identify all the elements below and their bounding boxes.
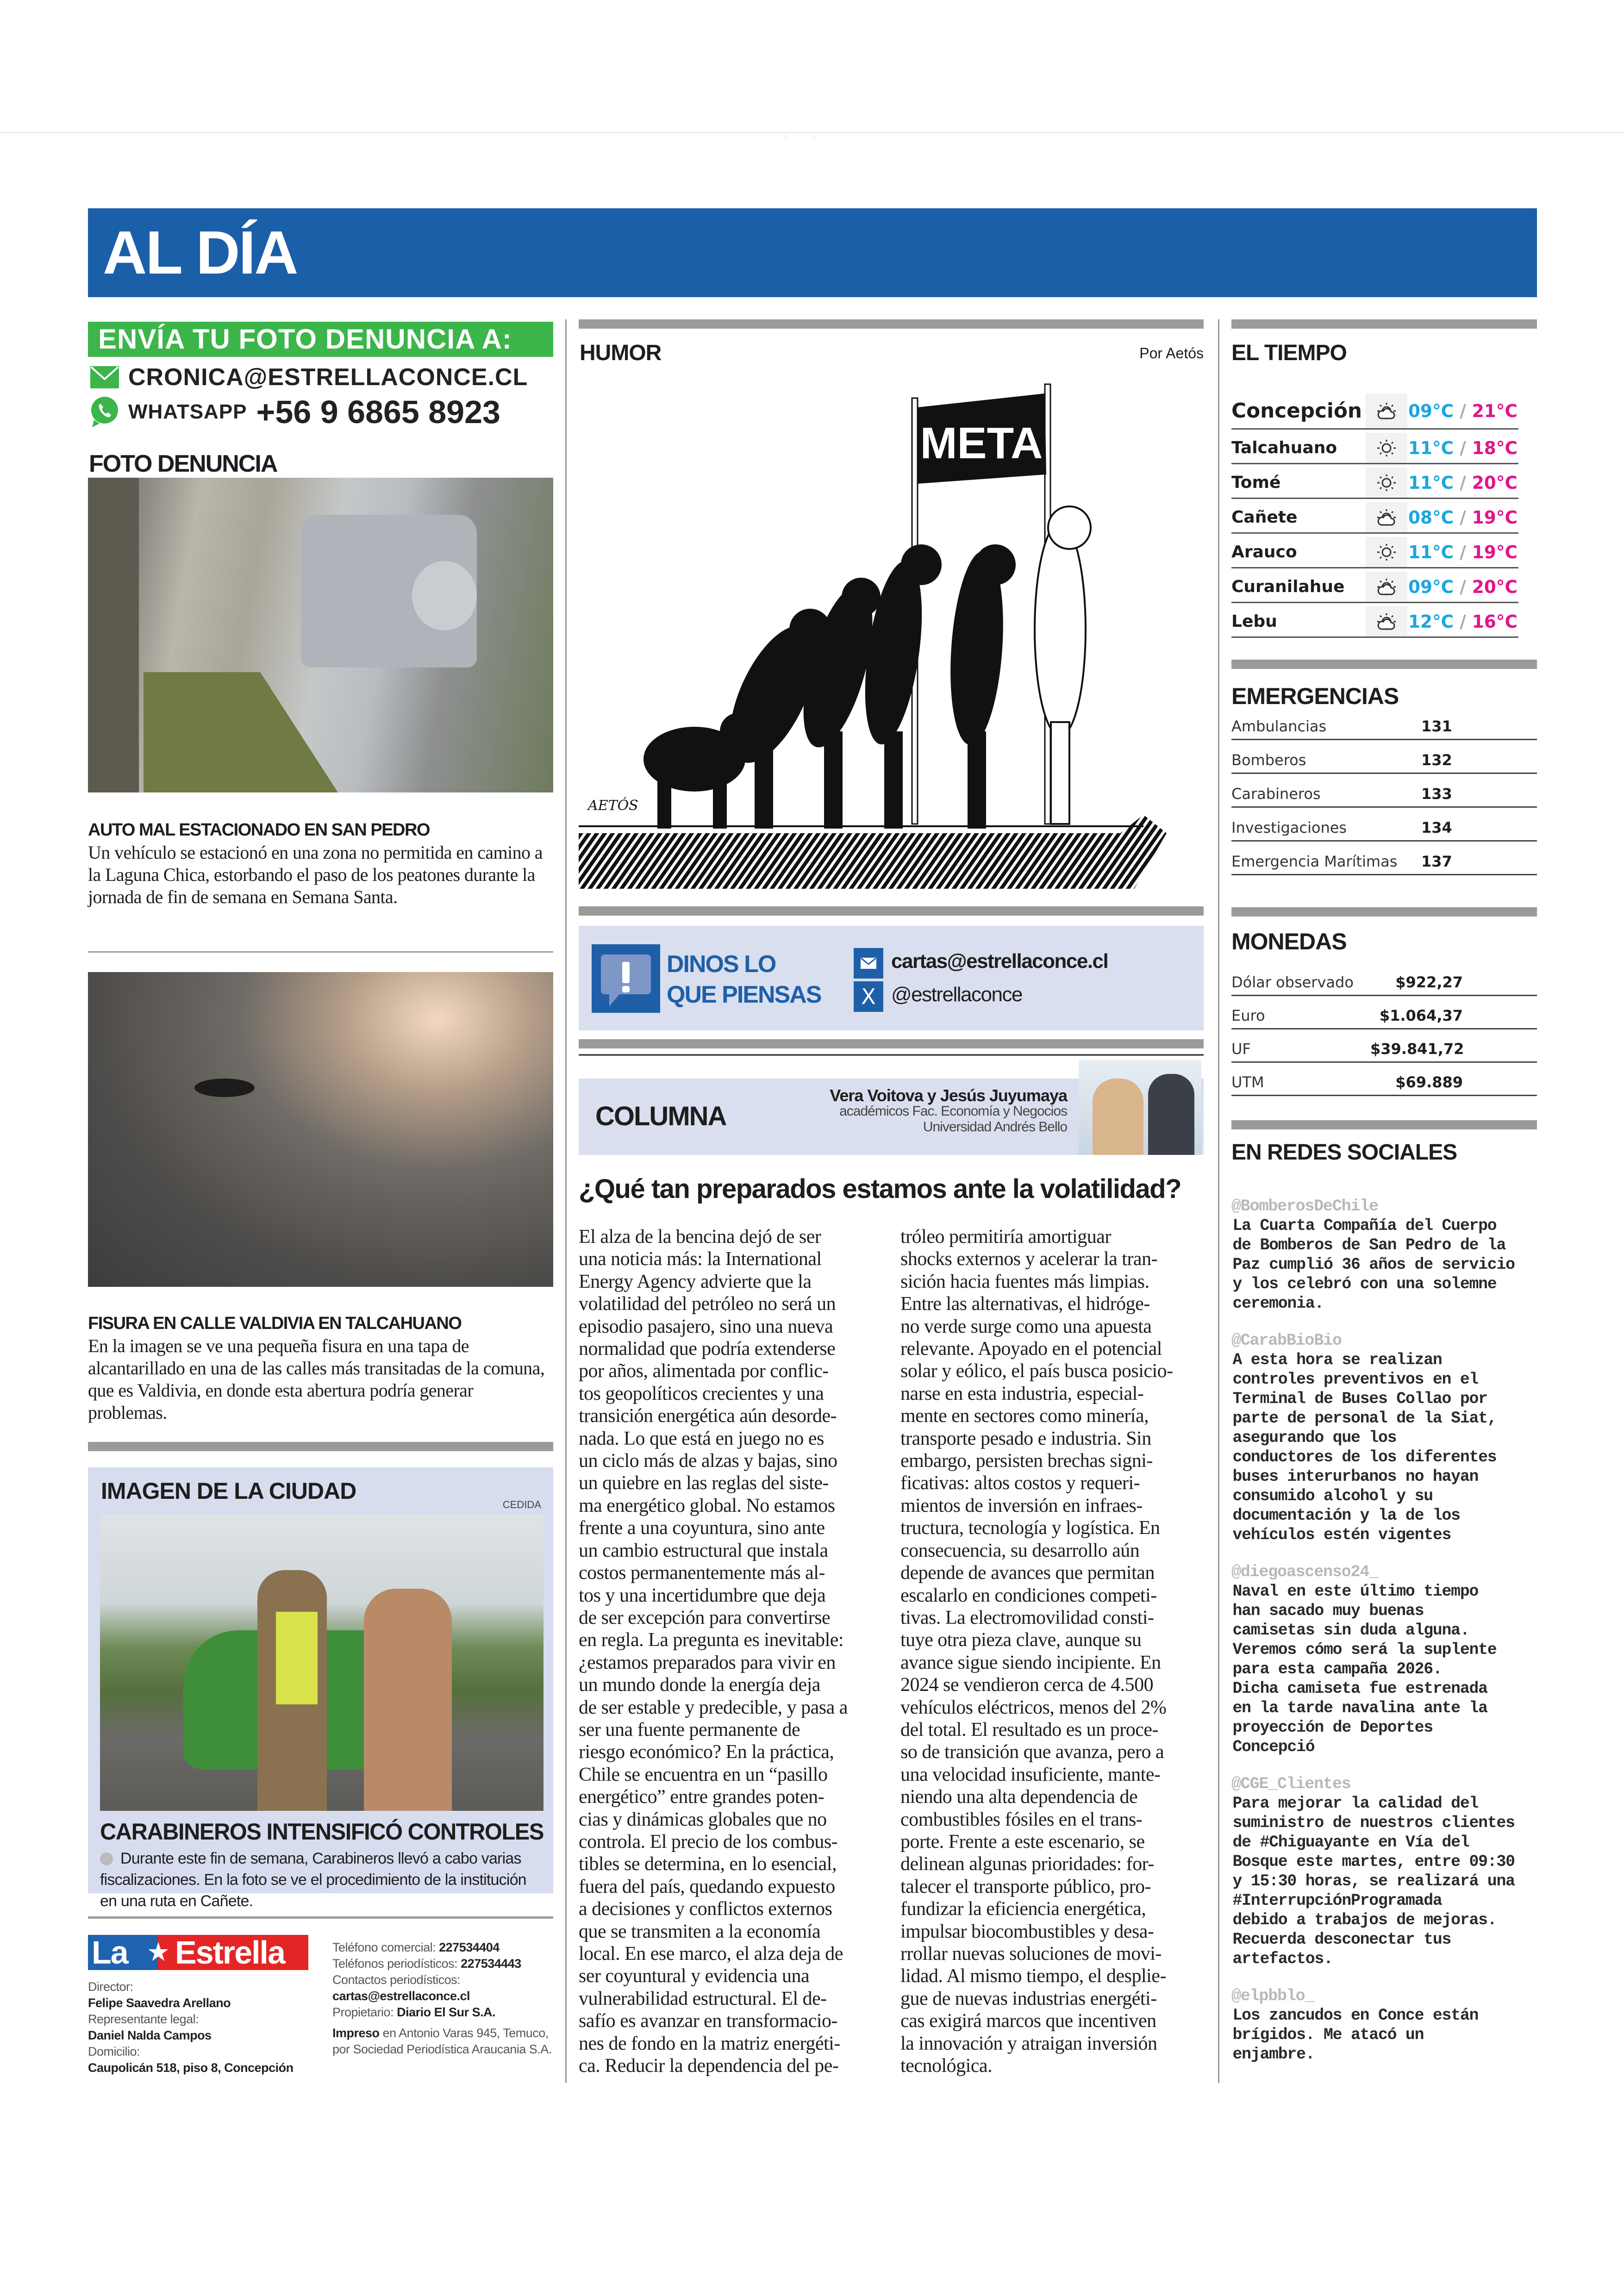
social-post-line: controles preventivos en el	[1232, 1370, 1479, 1389]
social-post-line: Los zancudos en Conce están	[1232, 2006, 1479, 2025]
article-line: de ser excepción para convertirse	[579, 1607, 831, 1628]
photo-spare-tire	[412, 561, 477, 630]
humor-title: HUMOR	[580, 341, 662, 365]
mail-icon	[854, 948, 883, 979]
article-line: narse en esta industria, especial-	[900, 1383, 1144, 1404]
temp-max: 19°C	[1472, 507, 1518, 528]
article-line: fuera del país, quedando expuesto	[579, 1876, 835, 1897]
article-line: a decisiones y conflictos externos	[579, 1898, 832, 1920]
article-line: depende de avances que permitan	[900, 1562, 1155, 1584]
article-line: transición energética aún desorde-	[579, 1405, 837, 1427]
section-bar	[1231, 319, 1537, 329]
temp-max: 20°C	[1472, 576, 1518, 597]
emergency-name: Ambulancias	[1231, 717, 1327, 735]
sun-icon	[1366, 537, 1407, 567]
weather-row	[1231, 572, 1518, 603]
section-bar	[1231, 1120, 1537, 1129]
social-post-line: y los celebró con una solemne	[1232, 1275, 1497, 1293]
article-line: Chile se encuentra en un “pasillo	[579, 1764, 828, 1785]
article-line: ser coyuntural y evidencia una	[579, 1965, 810, 1987]
emergency-name: Bomberos	[1231, 751, 1306, 769]
article-line: sición hacia fuentes más limpias.	[900, 1271, 1149, 1292]
social-post-line: asegurando que los	[1232, 1428, 1397, 1447]
article-headline: ¿Qué tan preparados estamos ante la volatilidad?	[579, 1174, 1181, 1204]
social-post-line: buses interurbanos no hayan	[1232, 1467, 1479, 1486]
social-post-line: Terminal de Buses Collao por	[1232, 1390, 1487, 1408]
article-line: la innovación y atraigan inversión	[900, 2033, 1157, 2054]
caption-body: En la imagen se ve una pequeña fisura en una tapa de alcantarillado en una de las calles más transitadas de la comuna, que es Valdivia, en donde esta abertura podría generar problemas.	[88, 1335, 545, 1423]
section-bar	[579, 1039, 1204, 1048]
temp-min: 12°C	[1408, 611, 1454, 632]
dinos-title: DINOS LO QUE PIENSAS	[667, 951, 821, 1008]
dinos-lo-que-piensas-box	[579, 926, 1204, 1030]
social-post-line: suministro de nuestros clientes	[1232, 1814, 1515, 1832]
article-line: tibles se determina, en lo esencial,	[579, 1853, 837, 1875]
currency-value: $39.841,72	[1370, 1040, 1464, 1058]
emergencies-title: EMERGENCIAS	[1231, 683, 1399, 709]
currency-row	[1231, 1063, 1537, 1096]
article-line: delinean algunas prioridades: for-	[900, 1853, 1154, 1875]
article-line: impulsar biocombustibles y desa-	[900, 1921, 1154, 1942]
article-line: un ciclo más de alzas y bajas, sino	[579, 1450, 837, 1472]
report-whatsapp[interactable]: WHATSAPP +56 9 6865 8923	[90, 393, 500, 430]
social-post-line: Bosque este martes, entre 09:30	[1232, 1852, 1515, 1871]
photo-parked-car	[88, 478, 553, 792]
social-post-line: para esta campaña 2026.	[1232, 1660, 1442, 1678]
article-line: 2024 se vendieron cerca de 4.500	[900, 1674, 1154, 1696]
social-post-line: Veremos cómo será la suplente	[1232, 1640, 1497, 1659]
section-title: AL DÍA	[103, 218, 297, 287]
social-post-line: proyección de Deportes	[1232, 1718, 1433, 1737]
article-line: combustibles fósiles en el trans-	[900, 1809, 1143, 1830]
article-line: tructura, tecnología y logística. En	[900, 1517, 1160, 1539]
article-line: cas exigirá marcos que incentiven	[900, 2010, 1156, 2032]
temp-max: 21°C	[1472, 400, 1518, 421]
temp-min: 11°C	[1408, 472, 1454, 493]
social-post-line: parte de personal de la Siat,	[1232, 1409, 1497, 1428]
weather-title: EL TIEMPO	[1231, 341, 1347, 365]
social-post-line: consumido alcohol y su	[1232, 1487, 1433, 1505]
article-line: ser una fuente permanente de	[579, 1719, 800, 1740]
emergency-number: 137	[1421, 853, 1452, 870]
article-column-1	[579, 1226, 884, 2077]
photo-grass	[144, 672, 338, 792]
currency-name: Euro	[1231, 1007, 1265, 1024]
dinos-email-link[interactable]: cartas@estrellaconce.cl	[891, 950, 1108, 973]
temp-min: 09°C	[1408, 400, 1454, 421]
article-line: lidad. Al mismo tiempo, el desplie-	[900, 1965, 1166, 1987]
weather-city: Tomé	[1231, 473, 1281, 492]
article-line: tróleo permitiría amortiguar	[900, 1226, 1111, 1247]
temp-min: 09°C	[1408, 576, 1454, 597]
social-handle[interactable]: @diegoascenso24_	[1231, 1563, 1378, 1581]
section-header	[88, 208, 1537, 297]
article-line: cias y dinámicas globales que no	[579, 1809, 827, 1830]
photo-pole	[88, 478, 139, 792]
social-post-line: y 15:30 horas, se realizará una	[1232, 1872, 1515, 1890]
article-line: tos y una incertidumbre que deja	[579, 1584, 826, 1606]
temp-max: 18°C	[1472, 437, 1518, 458]
article-line: solar y eólico, el país busca posicio-	[900, 1360, 1173, 1382]
temp-min: 11°C	[1408, 542, 1454, 562]
currency-name: UF	[1231, 1040, 1251, 1058]
social-handle[interactable]: @elpbblo_	[1231, 1987, 1314, 2005]
emergency-name: Emergencia Marítimas	[1231, 853, 1398, 870]
article-line: nada. Lo que está en juego no es	[579, 1428, 824, 1449]
social-post-line: conductores de los diferentes	[1232, 1448, 1497, 1466]
section-bar	[88, 1442, 553, 1451]
article-line: porte. Frente a este escenario, se	[900, 1831, 1145, 1852]
emergency-number: 133	[1421, 785, 1452, 803]
social-post-line: Paz cumplió 36 años de servicio	[1232, 1255, 1515, 1274]
partly-cloudy-icon	[1366, 606, 1407, 636]
caption-title: AUTO MAL ESTACIONADO EN SAN PEDRO	[88, 820, 430, 840]
temp-min: 08°C	[1408, 507, 1454, 528]
currency-row	[1231, 996, 1537, 1029]
social-post-line: en la tarde navalina ante la	[1232, 1699, 1487, 1717]
currency-row	[1231, 963, 1537, 996]
social-post-line: brígidos. Me atacó un	[1232, 2026, 1424, 2044]
emergency-name: Carabineros	[1231, 785, 1321, 803]
column-divider	[1218, 319, 1219, 2083]
article-line: del total. El resultado es un proce-	[900, 1719, 1158, 1740]
city-image-title: IMAGEN DE LA CIUDAD	[101, 1478, 356, 1504]
social-post-line: La Cuarta Compañía del Cuerpo	[1232, 1216, 1497, 1235]
photo-vest	[276, 1612, 318, 1704]
social-post-line: enjambre.	[1232, 2045, 1315, 2064]
article-line: vulnerabilidad estructural. El de-	[579, 1988, 827, 2009]
caption-title: FISURA EN CALLE VALDIVIA EN TALCAHUANO	[88, 1314, 462, 1333]
article-line: mente en sectores como minería,	[900, 1405, 1149, 1427]
masthead-left: Director: Felipe Saavedra Arellano Representante legal: Daniel Nalda Campos Domicilio: Caupolicán 518, piso 8, Concepción	[88, 1980, 294, 2075]
article-line: un cambio estructural que instala	[579, 1540, 828, 1561]
currency-row	[1231, 1029, 1537, 1063]
article-line: tivas. La electromovilidad consti-	[900, 1607, 1154, 1628]
city-image-headline: CARABINEROS INTENSIFICÓ CONTROLES	[100, 1819, 543, 1845]
article-line: controla. El precio de los combus-	[579, 1831, 838, 1852]
article-line: rrollar nuevas soluciones de movi-	[900, 1943, 1162, 1964]
article-line: consecuencia, su desarrollo aún	[900, 1540, 1140, 1561]
article-line: gue de nuevas industrias energéti-	[900, 1988, 1157, 2009]
social-post-line: vehículos estén vigentes	[1232, 1526, 1451, 1544]
weather-city: Curanilahue	[1231, 577, 1345, 596]
author-photo-woman	[1093, 1079, 1143, 1155]
social-post-line: Naval en este último tiempo	[1232, 1582, 1479, 1601]
article-line: tecnológica.	[900, 2055, 993, 2077]
social-handle[interactable]: @CarabBioBio	[1231, 1331, 1342, 1350]
bullet-dot-icon	[100, 1852, 113, 1865]
emergency-row	[1231, 774, 1537, 808]
article-line: ficativas: altos costos y requeri-	[900, 1472, 1140, 1494]
emergency-row	[1231, 808, 1537, 842]
social-post-line: de Bomberos de San Pedro de la	[1232, 1236, 1506, 1254]
article-line: nes de fondo en la matriz energéti-	[579, 2033, 840, 2054]
temp-max: 20°C	[1472, 472, 1518, 493]
article-line: niendo una alta dependencia de	[900, 1786, 1138, 1808]
social-title: EN REDES SOCIALES	[1231, 1140, 1457, 1165]
weather-row	[1231, 606, 1518, 638]
contact-email-link[interactable]: cartas@estrellaconce.cl	[332, 1989, 470, 2003]
article-line: avance sigue siendo incipiente. En	[900, 1652, 1161, 1673]
emergency-row	[1231, 842, 1537, 875]
weather-row	[1231, 537, 1518, 568]
temp-separator: /	[1460, 576, 1466, 597]
social-handle[interactable]: @CGE_Clientes	[1231, 1775, 1351, 1793]
article-line: transporte pesado e industria. Sin	[900, 1428, 1151, 1449]
article-line: relevante. Apoyado en el potencial	[900, 1338, 1162, 1360]
currency-value: $69.889	[1395, 1073, 1463, 1091]
article-column-2	[900, 1226, 1206, 2077]
article-line: Energy Agency advierte que la	[579, 1271, 812, 1292]
caption-body: Un vehículo se estacionó en una zona no permitida en camino a la Laguna Chica, estorbando el paso de los peatones durante la jornada de fin de semana en Semana Santa.	[88, 842, 543, 907]
emergency-row	[1231, 707, 1537, 740]
social-post-line: han sacado muy buenas	[1232, 1602, 1424, 1620]
photo-man	[364, 1589, 452, 1811]
social-post-line: Recuerda desconectar tus	[1232, 1930, 1451, 1949]
author-photo	[1079, 1060, 1201, 1155]
article-line: frente a una coyuntura, sino ante	[579, 1517, 825, 1539]
article-line: episodio pasajero, sino una nueva	[579, 1316, 833, 1337]
social-post-line: camisetas sin duda alguna.	[1232, 1621, 1469, 1640]
weather-city: Cañete	[1231, 508, 1298, 527]
article-line: riesgo económico? En la práctica,	[579, 1741, 834, 1763]
article-line: que se transmiten a la economía	[579, 1921, 821, 1942]
weather-city: Concepción	[1231, 399, 1362, 423]
temp-separator: /	[1460, 400, 1466, 421]
divider	[88, 951, 553, 953]
social-handle[interactable]: @BomberosDeChile	[1231, 1197, 1378, 1216]
section-bar	[579, 319, 1204, 329]
currencies-title: MONEDAS	[1231, 929, 1347, 954]
author-photo-man	[1148, 1074, 1194, 1155]
article-line: volatilidad del petróleo no será un	[579, 1293, 836, 1315]
temp-separator: /	[1460, 437, 1466, 458]
emergency-number: 132	[1421, 751, 1452, 769]
article-line: ¿estamos preparados para vivir en	[579, 1652, 836, 1673]
column-divider	[565, 319, 567, 2083]
photo-police-check	[100, 1515, 543, 1811]
article-line: no verde surge como una apuesta	[900, 1316, 1152, 1337]
section-bar	[1231, 660, 1537, 669]
social-post-line: documentación y la de los	[1232, 1506, 1460, 1525]
star-icon: ★	[144, 1935, 172, 1970]
partly-cloudy-icon	[1366, 502, 1407, 532]
weather-row	[1231, 433, 1518, 464]
column-label: COLUMNA	[595, 1101, 726, 1131]
social-post-line: Dicha camiseta fue estrenada	[1232, 1679, 1487, 1698]
human-figure	[1035, 506, 1091, 824]
article-line: embargo, persisten brechas signi-	[900, 1450, 1153, 1472]
temp-separator: /	[1460, 611, 1466, 632]
article-line: ma energético global. No estamos	[579, 1495, 835, 1516]
social-posts	[1231, 1197, 1537, 2064]
city-image-body: Durante este fin de semana, Carabineros llevó a cabo varias fiscalizaciones. En la foto se ve el procedimiento de la institución en una ruta en Cañete.	[100, 1850, 526, 1910]
article-line: talecer el transporte público, pro-	[900, 1876, 1151, 1897]
article-line: so de transición que avanza, pero a	[900, 1741, 1164, 1763]
social-post-line: de #Chiguayante en Vía del	[1232, 1833, 1469, 1852]
article-line: una noticia más: la International	[579, 1248, 822, 1270]
temp-max: 16°C	[1472, 611, 1518, 632]
evolution-cartoon	[579, 370, 1204, 889]
temp-max: 19°C	[1472, 542, 1518, 562]
social-post-line: Para mejorar la calidad del	[1232, 1794, 1479, 1813]
article-line: safío es avanzar en transformacio-	[579, 2010, 838, 2032]
article-line: fundizar la eficiencia energética,	[900, 1898, 1146, 1920]
article-line: una velocidad insuficiente, mante-	[900, 1764, 1161, 1785]
emergency-number: 134	[1421, 819, 1452, 836]
photo-manhole	[88, 972, 553, 1287]
foto-denuncia-title: FOTO DENUNCIA	[89, 450, 277, 477]
humor-author: Por Aetós	[1139, 345, 1204, 362]
article-line: ca. Reducir la dependencia del pe-	[579, 2055, 839, 2077]
social-post-line: #InterrupciónProgramada	[1232, 1891, 1442, 1910]
meta-banner-text: META	[920, 418, 1043, 468]
article-line: energético” entre grandes poten-	[579, 1786, 824, 1808]
article-line: shocks externos y acelerar la tran-	[900, 1248, 1158, 1270]
partly-cloudy-icon	[1366, 572, 1407, 602]
whatsapp-icon	[90, 396, 119, 428]
partly-cloudy-icon	[1366, 393, 1407, 428]
masthead-right: Teléfono comercial: 227534404 Teléfonos periodísticos: 227534443 Contactos periodísticos: cartas@estrellaconce.cl Propietario: Diario El Sur S.A. Impreso en Antonio Varas 945, Temuco, por Sociedad Periodística Araucania S.A.	[332, 1940, 552, 2056]
emergency-name: Investigaciones	[1231, 819, 1347, 836]
article-line: escalarlo en condiciones competi-	[900, 1584, 1157, 1606]
article-line: El alza de la bencina dejó de ser	[579, 1226, 821, 1247]
social-post-line: debido a trabajos de mejoras.	[1232, 1911, 1497, 1929]
section-bar	[579, 906, 1204, 916]
currency-value: $922,27	[1395, 973, 1463, 991]
social-post-line: A esta hora se realizan	[1232, 1351, 1442, 1369]
sun-icon	[1366, 433, 1407, 463]
article-line: costos permanentemente más al-	[579, 1562, 825, 1584]
weather-row	[1231, 393, 1518, 430]
city-image-box	[88, 1467, 553, 1910]
sun-icon	[1366, 468, 1407, 498]
photo-credit: CEDIDA	[502, 1499, 541, 1510]
page-nav-dots[interactable]: ◦◦	[782, 130, 836, 146]
article-line: por años, alimentada por conflic-	[579, 1360, 829, 1382]
speech-bubble-alert-icon	[592, 944, 660, 1013]
hominid-figures	[643, 544, 1016, 829]
social-post-line: ceremonia.	[1232, 1294, 1324, 1313]
article-line: en regla. La pregunta es inevitable:	[579, 1629, 844, 1651]
weather-city: Arauco	[1231, 543, 1297, 561]
section-bar	[1231, 907, 1537, 917]
emergency-number: 131	[1421, 717, 1452, 735]
divider	[579, 1054, 1204, 1056]
photo-report-banner: ENVÍA TU FOTO DENUNCIA A:	[88, 322, 553, 357]
temp-separator: /	[1460, 472, 1466, 493]
report-email[interactable]: CRONICA@ESTRELLACONCE.CL	[90, 363, 528, 391]
currency-name: Dólar observado	[1231, 973, 1354, 991]
dinos-x-handle-link[interactable]: @estrellaconce	[891, 983, 1022, 1006]
weather-row	[1231, 468, 1518, 499]
x-twitter-icon: X	[854, 981, 883, 1012]
mail-icon	[90, 366, 119, 388]
article-line: de ser estable y predecible, y pasa a	[579, 1696, 848, 1718]
article-line: Entre las alternativas, el hidróge-	[900, 1293, 1150, 1315]
weather-city: Talcahuano	[1231, 438, 1337, 457]
social-post-line: artefactos.	[1232, 1950, 1333, 1968]
article-line: tuye otra pieza clave, aunque su	[900, 1629, 1142, 1651]
column-byline: Vera Voitova y Jesús Juyumaya académicos Fac. Economía y Negocios Universidad Andrés Bello	[830, 1086, 1067, 1135]
la-estrella-logo: La ★ Estrella	[88, 1935, 308, 1970]
temp-separator: /	[1460, 507, 1466, 528]
article-line: local. En ese marco, el alza deja de	[579, 1943, 843, 1964]
emergency-row	[1231, 741, 1537, 774]
article-line: vehículos eléctricos, menos del 2%	[900, 1696, 1167, 1718]
article-line: mientos de inversión en infraes-	[900, 1495, 1143, 1516]
photo-manhole-cover	[194, 1079, 255, 1097]
weather-row	[1231, 502, 1518, 534]
article-line: tos geopolíticos crecientes y una	[579, 1383, 824, 1404]
article-line: un mundo donde la energía deja	[579, 1674, 820, 1696]
cartoon-signature: AETÓS	[588, 798, 638, 814]
article-line: normalidad que podría extenderse	[579, 1338, 836, 1360]
social-post-line: Concepció	[1232, 1738, 1315, 1756]
currency-name: UTM	[1231, 1073, 1264, 1091]
weather-city: Lebu	[1231, 612, 1277, 631]
divider	[88, 1916, 553, 1919]
temp-separator: /	[1460, 542, 1466, 562]
temp-min: 11°C	[1408, 437, 1454, 458]
article-line: un quiebre en las reglas del siste-	[579, 1472, 829, 1494]
currency-value: $1.064,37	[1379, 1007, 1463, 1024]
